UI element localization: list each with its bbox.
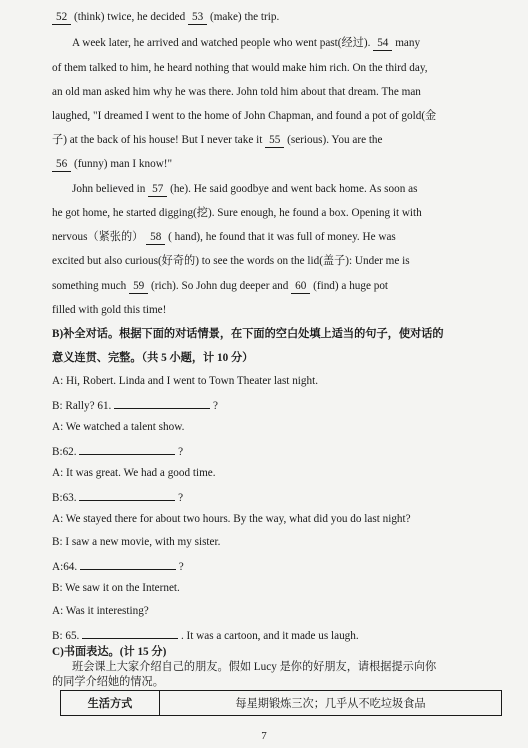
passage-line-8: John believed in 57 (he). He said goodbye and went back home. As soon as <box>72 183 418 195</box>
passage-line-7: 56 (funny) man I know!" <box>52 157 506 172</box>
blank-62[interactable] <box>79 443 175 455</box>
dialogue-line-4: B:62. ? <box>52 443 506 459</box>
dialogue-line-12: B: 65. . It was a cartoon, and it made us laugh. <box>52 627 506 643</box>
blank-54[interactable]: 54 <box>373 36 392 51</box>
dialogue-line-5: A: It was great. We had a good time. <box>52 467 216 479</box>
blank-61[interactable] <box>114 397 210 409</box>
page-number: 7 <box>261 730 267 742</box>
blank-56[interactable]: 56 <box>52 157 71 172</box>
blank-55[interactable]: 55 <box>265 133 284 148</box>
table-label: 生活方式 <box>61 691 160 715</box>
passage-line-10: nervous（紧张的） 58 ( hand), he found that it was full of money. He was <box>52 231 396 243</box>
dialogue-line-8: B: I saw a new movie, with my sister. <box>52 536 221 548</box>
section-c-prompt-2: 的同学介绍她的情况。 <box>52 676 164 688</box>
passage-line-5: laughed, "I dreamed I went to the home of John Chapman, and found a pot of gold(金 <box>52 110 437 122</box>
passage-line-12: something much 59 (rich). So John dug deeper and 60 (find) a huge pot <box>52 280 389 292</box>
passage-line-2: A week later, he arrived and watched people who went past(经过). 54 many <box>72 37 421 49</box>
dialogue-line-6: B:63. ? <box>52 489 506 505</box>
blank-57[interactable]: 57 <box>148 182 167 197</box>
dialogue-line-9: A:64. ? <box>52 558 506 574</box>
section-b-heading-2: 意义连贯、完整。（共 5 小题，计 10 分） <box>52 352 254 364</box>
blank-53[interactable]: 53 <box>188 10 207 25</box>
dialogue-line-10: B: We saw it on the Internet. <box>52 582 180 594</box>
dialogue-line-11: A: Was it interesting? <box>52 605 149 617</box>
blank-64[interactable] <box>80 558 176 570</box>
blank-59[interactable]: 59 <box>129 279 148 294</box>
passage-line-13: filled with gold this time! <box>52 304 167 316</box>
blank-52[interactable]: 52 <box>52 10 71 25</box>
dialogue-line-3: A: We watched a talent show. <box>52 421 185 433</box>
passage-line-1: 52 (think) twice, he decided 53 (make) the trip. <box>52 10 506 25</box>
section-b-heading: B)补全对话。根据下面的对话情景，在下面的空白处填上适当的句子，使对话的 <box>52 328 444 340</box>
blank-60[interactable]: 60 <box>291 279 310 294</box>
blank-58[interactable]: 58 <box>146 230 165 245</box>
passage-line-4: an old man asked him why he was there. John told him about that dream. The man <box>52 86 421 98</box>
section-c-prompt-1: 班会课上大家介绍自己的朋友。假如 Lucy 是你的好朋友，请根据提示向你 <box>72 661 437 673</box>
blank-63[interactable] <box>79 489 175 501</box>
dialogue-line-1: A: Hi, Robert. Linda and I went to Town Theater last night. <box>52 375 319 387</box>
section-c-heading: C)书面表达。(计 15 分) <box>52 646 167 658</box>
passage-line-11: excited but also curious(好奇的) to see the words on the lid(盖子): Under me is <box>52 255 410 267</box>
passage-line-3: of them talked to him, he heard nothing that would make him rich. On the third day, <box>52 62 428 74</box>
dialogue-line-2: B: Rally? 61. ? <box>52 397 506 413</box>
info-table <box>60 690 502 716</box>
passage-line-6: 子) at the back of his house! But I never take it 55 (serious). You are the <box>52 134 383 146</box>
passage-line-9: he got home, he started digging(挖). Sure enough, he found a box. Opening it with <box>52 207 422 219</box>
table-value: 每星期锻炼三次；几乎从不吃垃圾食品 <box>235 698 426 710</box>
blank-65[interactable] <box>82 627 178 639</box>
dialogue-line-7: A: We stayed there for about two hours. By the way, what did you do last night? <box>52 513 411 525</box>
